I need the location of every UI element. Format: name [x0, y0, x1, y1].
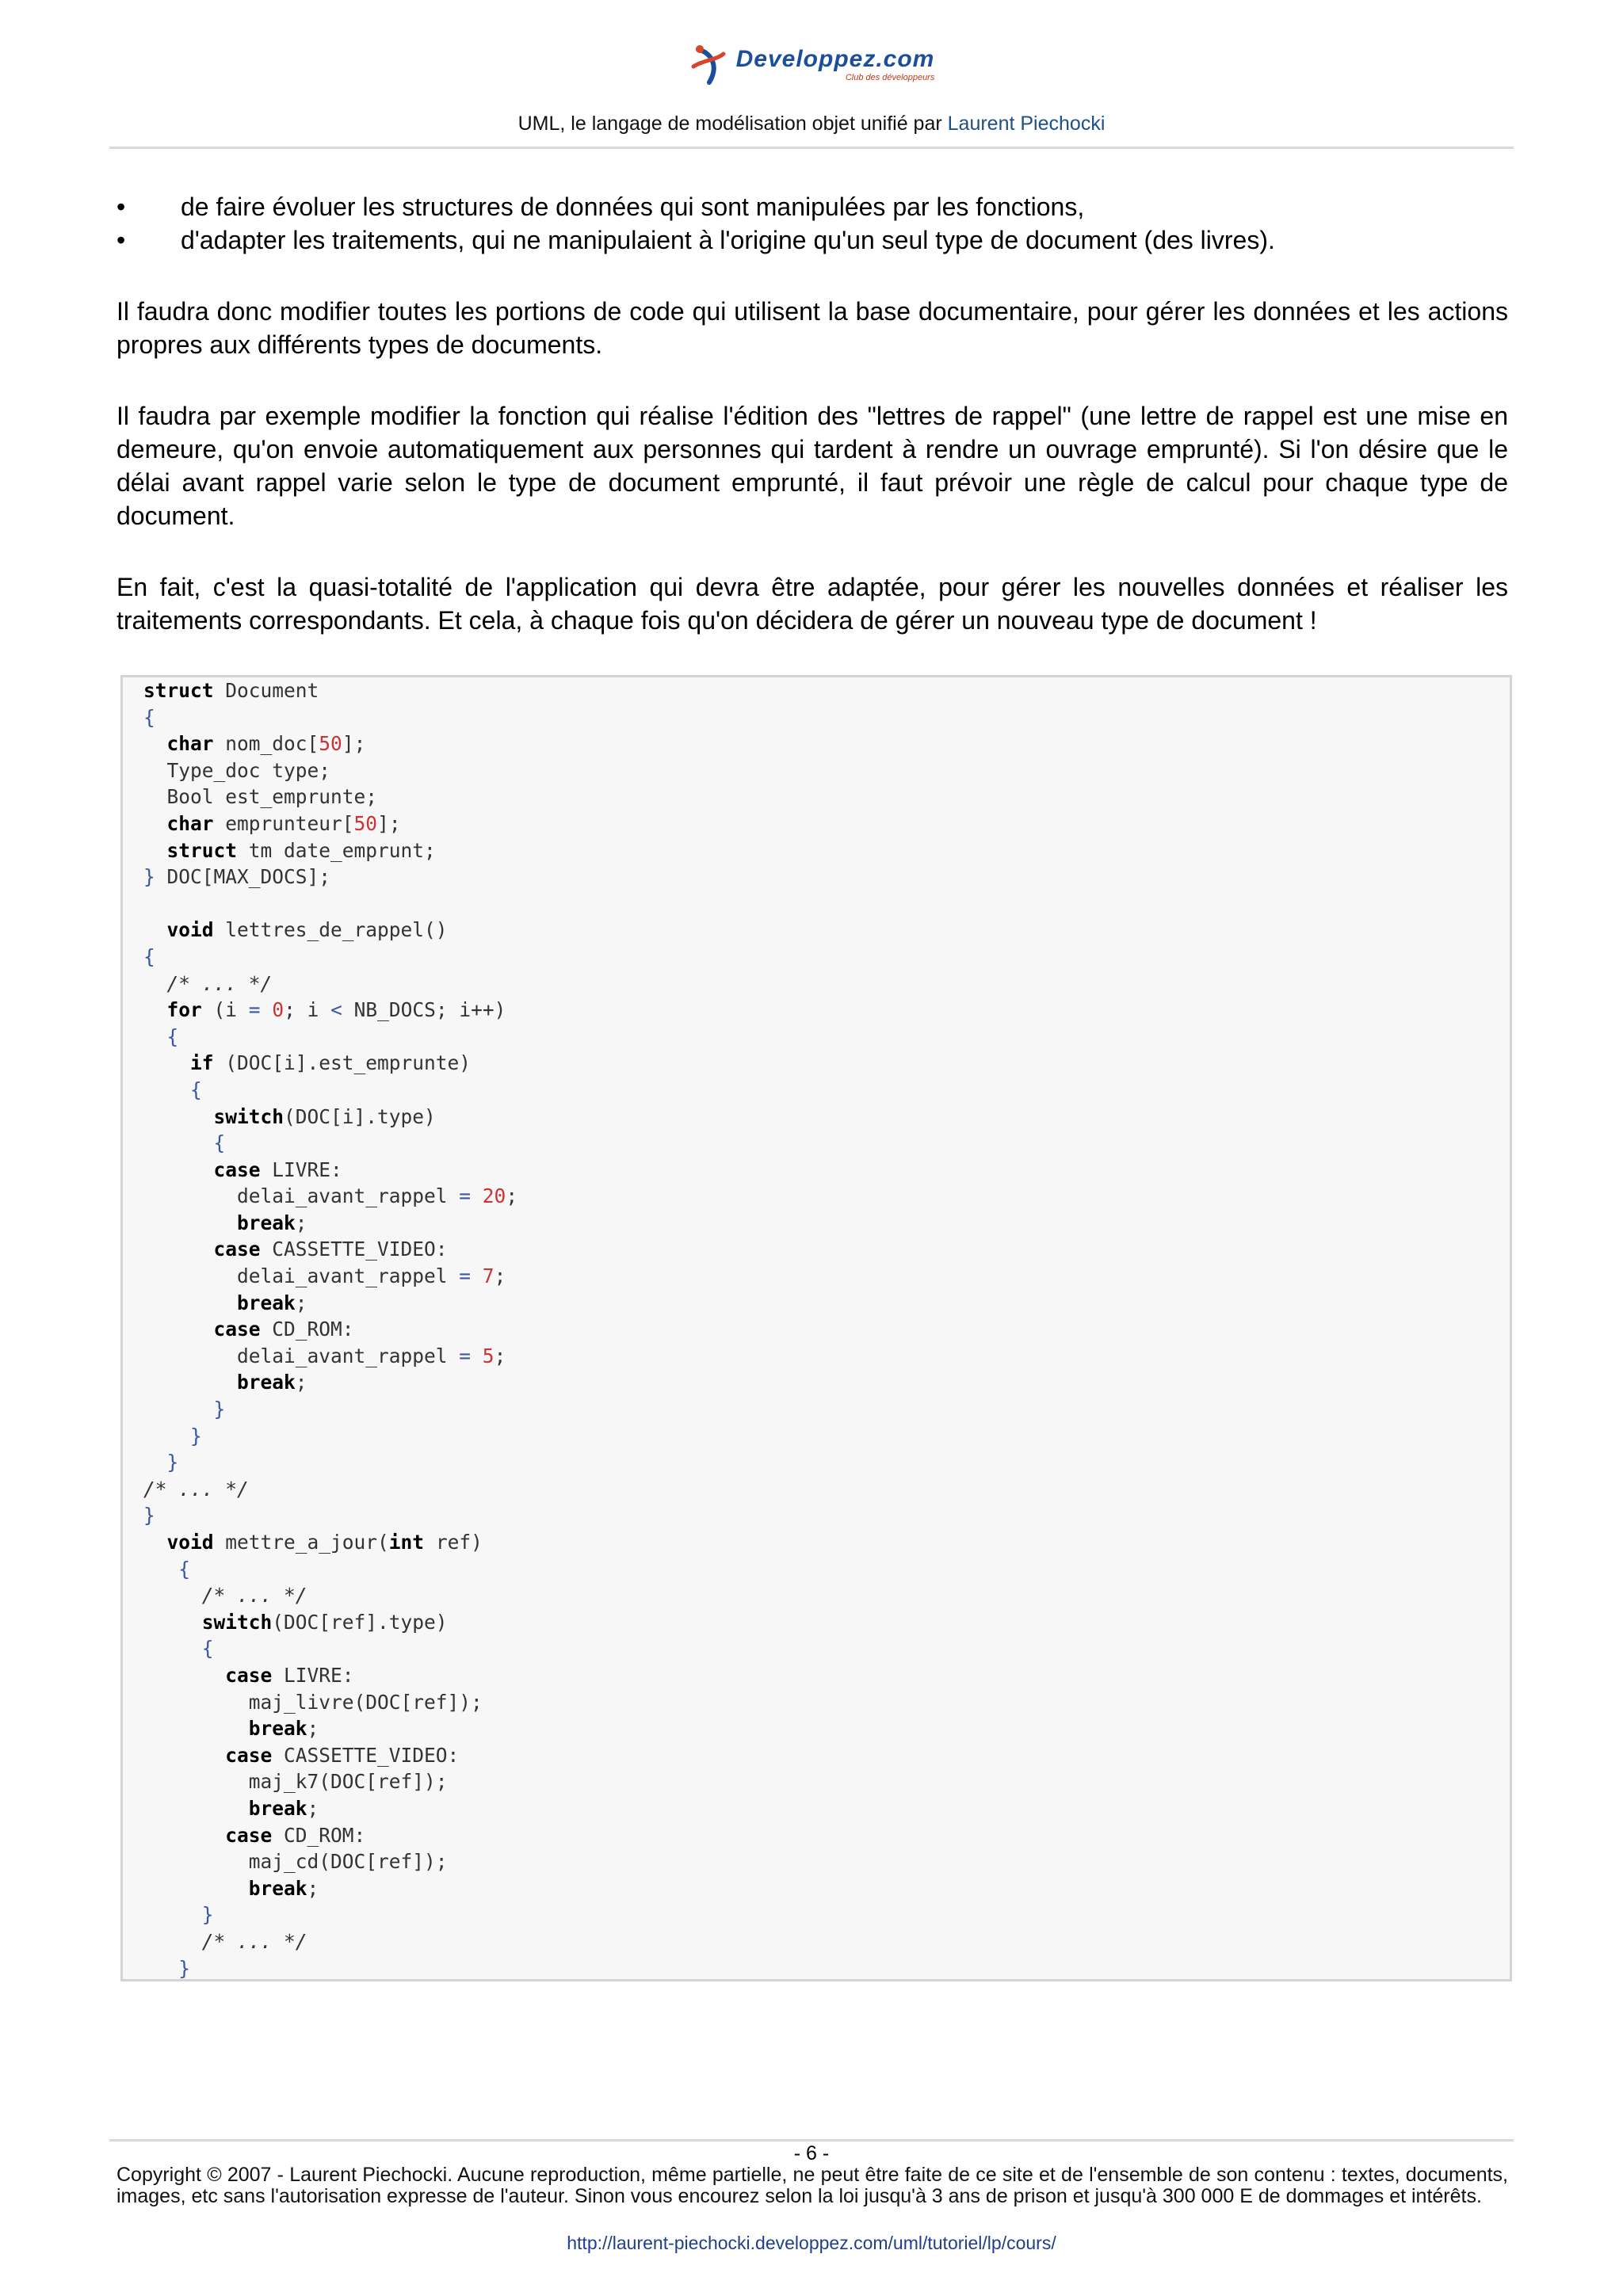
code-token: ; i [284, 998, 331, 1022]
code-line [143, 1742, 517, 1769]
code-line [143, 1662, 517, 1689]
code-token [143, 1877, 249, 1900]
code-token: void [166, 1531, 214, 1554]
code-token: emprunteur[ [213, 811, 354, 835]
code-line [143, 704, 517, 731]
code-line [143, 1582, 517, 1609]
code-line [143, 944, 517, 971]
code-token: } [143, 1903, 214, 1927]
code-token: (DOC[ref].type) [272, 1610, 448, 1634]
code-token [143, 732, 167, 755]
list-item [116, 190, 1508, 223]
code-line [143, 1343, 517, 1370]
code-token: ; [307, 1796, 319, 1820]
code-token [143, 839, 167, 862]
code-line [143, 1768, 517, 1795]
code-line [143, 1210, 517, 1237]
code-token: ; [307, 1717, 319, 1741]
code-token: delai_avant_rappel [143, 1344, 460, 1367]
code-token [143, 1611, 202, 1634]
code-line [143, 784, 517, 810]
code-token: { [143, 1557, 191, 1581]
code-token: maj_livre(DOC[ref]); [143, 1690, 483, 1714]
code-token: case [213, 1158, 261, 1181]
page-number: - 6 - [793, 2142, 830, 2164]
code-token [143, 1664, 225, 1687]
code-token: delai_avant_rappel [143, 1264, 460, 1288]
code-token: DOC[MAX_DOCS]; [155, 865, 331, 889]
code-token: char [166, 732, 214, 756]
code-token [143, 1291, 237, 1314]
code-token: /* ... */ [143, 971, 273, 995]
code-line [143, 810, 517, 837]
code-token: char [166, 811, 214, 835]
code-token: { [143, 944, 155, 968]
code-token [143, 1531, 167, 1554]
code-token: case [213, 1318, 261, 1341]
code-line [143, 1290, 517, 1317]
code-token: mettre_a_jour( [213, 1531, 389, 1554]
code-token: = [459, 1264, 472, 1288]
code-token: { [143, 1024, 179, 1048]
code-token: void [166, 918, 214, 942]
footer-link[interactable]: http://laurent-piechocki.developpez.com/uml/tutoriel/lp/cours/ [567, 2233, 1056, 2253]
code-token: nom_doc[ [213, 732, 319, 756]
code-line [143, 1795, 517, 1822]
code-token: ; [295, 1291, 307, 1314]
code-token: { [143, 1131, 226, 1155]
logo-subtitle: Club des développeurs [845, 73, 935, 82]
code-token: /* ... */ [143, 1584, 307, 1608]
code-token: CASSETTE_VIDEO: [272, 1743, 460, 1767]
code-token [143, 812, 167, 835]
document-header [0, 113, 1623, 135]
code-token [143, 1744, 225, 1767]
code-token: delai_avant_rappel [143, 1184, 460, 1208]
code-line [143, 1050, 517, 1077]
code-line [143, 1689, 517, 1716]
code-token: < [330, 998, 342, 1022]
main-content [116, 190, 1508, 637]
code-token: ; [295, 1371, 307, 1394]
document-title: UML, le langage de modélisation objet unifié par [517, 113, 948, 135]
code-token: switch [201, 1610, 273, 1634]
code-line [143, 677, 517, 704]
code-line [143, 1104, 517, 1131]
bullet-icon: • [116, 226, 126, 254]
code-token: } [143, 1504, 155, 1527]
code-token [143, 1158, 214, 1181]
code-token: ; [494, 1264, 506, 1288]
code-token: ; [295, 1211, 307, 1234]
code-token: case [213, 1238, 261, 1261]
code-line [143, 1609, 517, 1636]
code-token: break [248, 1717, 307, 1741]
code-line [143, 1077, 517, 1104]
code-line [143, 757, 517, 784]
code-line [143, 1715, 517, 1742]
code-token: CD_ROM: [260, 1318, 354, 1341]
code-token: case [225, 1743, 273, 1767]
code-token [143, 1211, 237, 1234]
code-token [143, 998, 167, 1021]
code-line [143, 1236, 517, 1263]
code-token [143, 1238, 214, 1261]
bullet-icon: • [116, 193, 126, 221]
code-token: { [143, 1637, 214, 1661]
code-line [143, 1449, 517, 1476]
code-token: Bool est_emprunte; [143, 785, 378, 809]
code-token: (i [201, 998, 249, 1022]
code-token: struct [143, 679, 214, 702]
code-line [143, 1875, 517, 1902]
code-token: 5 [482, 1344, 495, 1367]
code-line [143, 1396, 517, 1423]
code-token [143, 1371, 237, 1394]
code-token [143, 1797, 249, 1820]
code-token: break [237, 1371, 296, 1394]
code-line [143, 1130, 517, 1157]
code-token: break [248, 1796, 307, 1820]
code-line [143, 1316, 517, 1343]
code-token: if [190, 1051, 214, 1075]
code-token [143, 1318, 214, 1341]
code-token: (DOC[i].type) [284, 1104, 436, 1128]
code-line [143, 971, 517, 997]
code-token: break [237, 1291, 296, 1314]
code-line [143, 730, 517, 757]
code-line [143, 917, 517, 944]
code-token: case [225, 1823, 273, 1847]
code-block [120, 675, 1512, 1981]
paragraph: Il faudra par exemple modifier la fonction qui réalise l'édition des "lettres de rappel" (une lettre de rappel est une mise en demeure, qu'on envoie automatiquement aux personnes qui tardent à rendre un ouvrage emprunté). Si l'on désire que le délai avant rappel varie selon le type de document emprunté, il faut prévoir une règle de calcul pour chaque type de document. [116, 402, 1508, 530]
code-token: ; [506, 1184, 518, 1208]
code-token: } [143, 1956, 191, 1980]
code-token [143, 1105, 214, 1128]
code-line [143, 1928, 517, 1955]
code-token: LIVRE: [272, 1663, 354, 1687]
paragraph: Il faudra donc modifier toutes les portions de code qui utilisent la base documentaire, pour gérer les données et les actions propres aux différents types de documents. [116, 297, 1508, 359]
code-token: } [143, 1451, 179, 1474]
code-token: = [459, 1184, 472, 1208]
code-token [143, 1051, 190, 1074]
code-token [143, 918, 167, 941]
code-token: LIVRE: [260, 1158, 342, 1181]
code-token: ]; [342, 732, 366, 756]
code-line [143, 1901, 517, 1928]
code-token: { [143, 705, 155, 729]
code-token: } [143, 1424, 202, 1447]
code-line [143, 1476, 517, 1503]
code-token: 50 [353, 811, 378, 835]
code-token: NB_DOCS; i++) [342, 998, 506, 1022]
code-line [143, 1024, 517, 1051]
code-token: lettres_de_rappel() [213, 918, 448, 942]
code-token: struct [166, 838, 238, 862]
bullet-list [116, 190, 1508, 257]
code-token: for [166, 998, 202, 1022]
logo-text: Developpez.com [735, 46, 935, 72]
code-line [143, 1955, 517, 1982]
code-line [143, 837, 517, 864]
code-token: ; [494, 1344, 506, 1367]
copyright-notice: Copyright © 2007 - Laurent Piechocki. Aucune reproduction, même partielle, ne peut être faite de ce site et de l'ensemble de son contenu : textes, documents, images, etc sans l'autorisation expresse de l'auteur. Sinon vous encourez selon la loi jusqu'à 3 ans de prison et jusqu'à 300 000 E de dommages et intérêts. [116, 2164, 1508, 2207]
code-line [143, 1183, 517, 1210]
code-token: maj_k7(DOC[ref]); [143, 1770, 448, 1794]
code-line [143, 1848, 517, 1875]
code-token: 7 [482, 1264, 495, 1288]
code-token: break [237, 1211, 296, 1234]
code-listing [143, 677, 517, 1981]
code-token [471, 1344, 483, 1367]
code-token: ; [307, 1876, 319, 1900]
code-token: tm date_emprunt; [237, 838, 436, 862]
code-token: = [248, 998, 261, 1022]
site-logo[interactable] [0, 43, 1623, 98]
code-token [261, 998, 273, 1021]
code-token: ref) [424, 1531, 483, 1554]
list-item [116, 223, 1508, 257]
code-token: = [459, 1344, 472, 1367]
code-token: Document [213, 679, 319, 702]
code-token: case [225, 1663, 273, 1687]
code-token [143, 1717, 249, 1740]
code-token: } [143, 865, 155, 889]
code-line [143, 997, 517, 1024]
code-token: Type_doc type; [143, 758, 331, 782]
code-line [143, 1369, 517, 1396]
code-line [143, 891, 517, 917]
code-token: CASSETTE_VIDEO: [260, 1238, 448, 1261]
paragraph: En fait, c'est la quasi-totalité de l'application qui devra être adaptée, pour gérer les nouvelles données et réaliser les traitements correspondants. Et cela, à chaque fois qu'on décidera de gérer un nouveau type de document ! [116, 573, 1508, 635]
code-token: } [143, 1398, 226, 1421]
code-token: 0 [272, 998, 285, 1022]
code-line [143, 1423, 517, 1450]
code-line [143, 1822, 517, 1849]
code-token: switch [213, 1104, 285, 1128]
code-line [143, 864, 517, 891]
code-token: (DOC[i].est_emprunte) [213, 1051, 472, 1075]
developpez-logo-icon [689, 43, 728, 87]
list-item-text: de faire évoluer les structures de données qui sont manipulées par les fonctions, [181, 193, 1085, 221]
code-token [471, 1184, 483, 1207]
code-token: break [248, 1876, 307, 1900]
code-token: int [388, 1531, 425, 1554]
code-line [143, 1635, 517, 1662]
code-token [471, 1264, 483, 1287]
header-divider [109, 147, 1514, 149]
code-token: 20 [482, 1184, 506, 1208]
code-line [143, 1529, 517, 1556]
code-line [143, 1502, 517, 1529]
code-line [143, 1157, 517, 1184]
code-line [143, 1556, 517, 1583]
code-token: maj_cd(DOC[ref]); [143, 1850, 448, 1874]
code-token: 50 [319, 732, 342, 756]
code-line [143, 1263, 517, 1290]
code-token: ]; [377, 811, 401, 835]
list-item-text: d'adapter les traitements, qui ne manipulaient à l'origine qu'un seul type de document (des livres). [181, 226, 1275, 254]
code-token [143, 1824, 225, 1847]
code-token: CD_ROM: [272, 1823, 366, 1847]
code-token: /* ... */ [143, 1477, 249, 1501]
code-token: /* ... */ [143, 1929, 307, 1953]
footer-divider [109, 2139, 1514, 2142]
code-token: { [143, 1077, 202, 1101]
author-name: Laurent Piechocki [947, 113, 1106, 135]
